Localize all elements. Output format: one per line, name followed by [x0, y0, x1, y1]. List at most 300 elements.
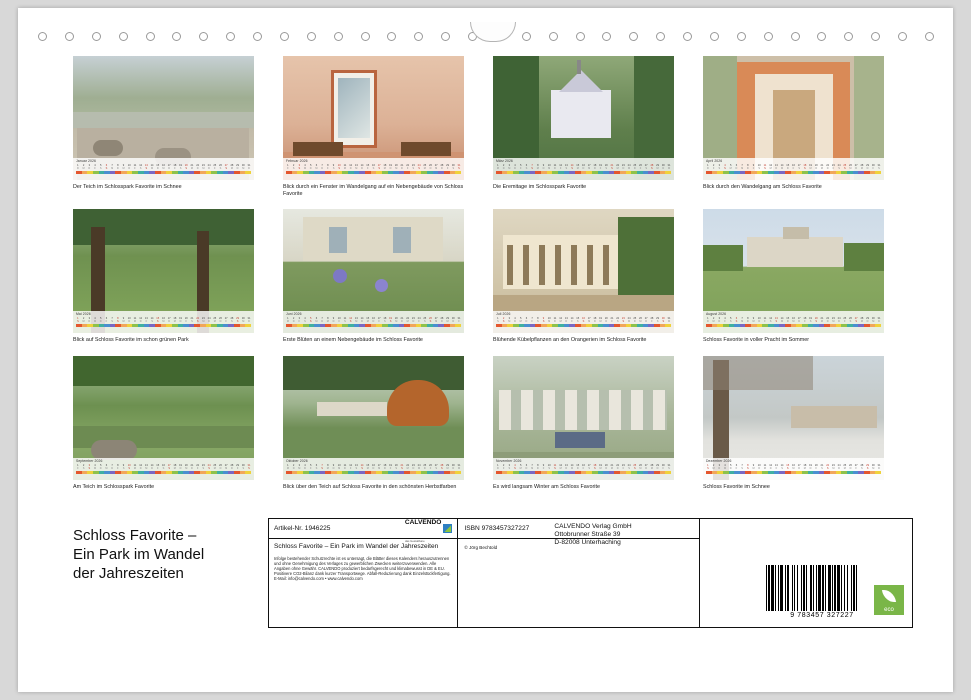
day-column — [451, 464, 455, 470]
day-number: 24 — [837, 463, 841, 467]
day-number: 22 — [826, 164, 830, 167]
weekday-letter: S — [105, 167, 108, 170]
day-column — [411, 464, 415, 470]
day-number: 31 — [667, 463, 671, 467]
day-row — [286, 317, 461, 323]
month-label: Dezember 2026 — [706, 458, 732, 463]
day-number: 1 — [287, 164, 289, 167]
weekday-letter: S — [99, 167, 102, 170]
day-column — [639, 464, 643, 470]
day-column — [712, 317, 716, 323]
day-number: 18 — [383, 463, 387, 467]
day-column — [849, 464, 853, 470]
day-column — [133, 317, 137, 323]
weekday-letter: S — [309, 320, 312, 324]
weekday-letter: S — [111, 320, 113, 324]
day-number: 14 — [360, 463, 364, 467]
day-number: 11 — [763, 164, 767, 167]
month-cell — [493, 356, 703, 491]
day-number: 7 — [111, 463, 113, 467]
day-number: 5 — [99, 463, 102, 467]
weekday-letter: S — [412, 167, 415, 170]
day-number: 1 — [707, 164, 709, 167]
weekday-letter: D — [219, 320, 222, 324]
weekday-letter: S — [225, 167, 228, 170]
weekday-letter: F — [298, 320, 301, 324]
day-number: 11 — [343, 463, 347, 467]
day-number: 1 — [287, 317, 289, 321]
month-calendar-strip — [703, 458, 884, 480]
day-column — [729, 317, 733, 323]
day-column — [144, 317, 148, 323]
weekday-letter: S — [128, 466, 131, 470]
weekday-letter: S — [628, 466, 630, 470]
weekday-letter: D — [219, 466, 222, 470]
day-column — [150, 164, 154, 170]
day-column — [525, 464, 529, 470]
day-column — [803, 317, 807, 323]
day-column — [366, 164, 370, 170]
weekday-letter: S — [202, 466, 205, 470]
weekday-letter: D — [786, 320, 789, 324]
month-label: September 2026 — [76, 458, 103, 463]
day-column — [219, 317, 223, 323]
weekday-letter: D — [179, 466, 182, 470]
day-number: 20 — [814, 317, 818, 321]
day-number: 19 — [599, 164, 602, 167]
weekday-letter: M — [639, 466, 642, 470]
day-number: 11 — [763, 317, 767, 321]
weekday-letter: S — [361, 466, 363, 470]
day-column — [786, 317, 790, 323]
day-number: 4 — [304, 317, 306, 321]
day-column — [105, 164, 109, 170]
weekday-letter: S — [826, 466, 829, 470]
day-number: 18 — [593, 463, 597, 467]
day-number: 1 — [497, 164, 499, 167]
day-number: 5 — [99, 164, 102, 167]
day-number: 6 — [315, 317, 318, 321]
day-number: 11 — [553, 317, 557, 321]
day-number: 8 — [327, 317, 329, 321]
day-column — [843, 317, 847, 323]
day-column — [729, 164, 733, 170]
day-column — [326, 164, 330, 170]
day-column — [82, 164, 86, 170]
day-number: 31 — [877, 463, 881, 467]
weekday-letter: D — [729, 466, 732, 470]
day-number: 5 — [309, 317, 312, 321]
weekday-letter: S — [668, 466, 670, 470]
day-number: 4 — [94, 463, 96, 467]
day-number: 27 — [434, 317, 438, 321]
day-column — [93, 164, 97, 170]
weekday-letter: M — [338, 466, 341, 470]
day-number: 25 — [213, 317, 217, 321]
spiral-hole — [683, 32, 692, 41]
weekday-letter: S — [576, 320, 579, 324]
month-caption: Schloss Favorite in voller Pracht im Sommer — [703, 337, 810, 344]
weekday-letter: D — [746, 320, 749, 324]
day-number: 28 — [230, 463, 234, 467]
weekday-letter: F — [225, 320, 227, 324]
day-column — [604, 164, 608, 170]
weekday-letter: F — [582, 466, 585, 470]
weekday-letter: S — [769, 320, 772, 324]
day-column — [717, 164, 721, 170]
day-column — [627, 464, 631, 470]
day-number: 8 — [747, 317, 749, 321]
day-number: 17 — [587, 164, 591, 167]
day-number: 23 — [831, 463, 835, 467]
week-color-bar — [496, 324, 671, 327]
barcode-number: 9 783457 327227 — [790, 612, 854, 619]
day-column — [162, 164, 166, 170]
day-number: 24 — [207, 317, 211, 321]
day-number: 7 — [321, 164, 323, 167]
month-label: Juli 2026 — [496, 312, 511, 317]
day-column — [542, 317, 546, 323]
day-column — [650, 164, 654, 170]
day-number: 3 — [508, 317, 511, 321]
day-column — [712, 464, 716, 470]
day-column — [854, 164, 858, 170]
weekday-letter: D — [389, 167, 392, 170]
day-column — [746, 317, 750, 323]
weekday-letter: F — [571, 320, 573, 324]
weekday-letter: F — [327, 167, 329, 170]
day-column — [76, 164, 80, 170]
day-column — [559, 164, 563, 170]
day-column — [820, 164, 824, 170]
weekday-letter: F — [236, 466, 239, 470]
day-column — [860, 164, 864, 170]
day-number: 26 — [429, 317, 432, 321]
day-number: 17 — [377, 317, 381, 321]
day-number: 26 — [849, 317, 852, 321]
month-thumbnail — [73, 356, 254, 480]
day-number: 31 — [457, 317, 461, 321]
month-calendar-strip — [703, 158, 884, 180]
day-number: 29 — [866, 164, 870, 167]
weekday-letter: F — [196, 466, 199, 470]
day-column — [224, 164, 228, 170]
day-number: 22 — [616, 317, 620, 321]
day-column — [116, 317, 120, 323]
day-number: 15 — [576, 164, 580, 167]
day-number: 30 — [661, 463, 665, 467]
day-column — [593, 317, 597, 323]
day-column — [792, 164, 796, 170]
day-number: 15 — [156, 164, 160, 167]
weekday-letter: S — [508, 466, 511, 470]
day-column — [735, 164, 739, 170]
day-column — [292, 464, 296, 470]
brand-subtitle: das Gestaltbare — [404, 538, 425, 543]
day-column — [661, 164, 665, 170]
day-number: 6 — [735, 463, 738, 467]
day-column — [315, 464, 319, 470]
day-column — [337, 164, 341, 170]
month-label: April 2026 — [706, 159, 723, 163]
weekday-letter: S — [775, 320, 778, 324]
day-number: 22 — [406, 164, 410, 167]
month-calendar-strip — [73, 311, 254, 333]
spiral-hole — [65, 32, 74, 41]
day-number: 28 — [440, 317, 444, 321]
weekday-letter: M — [93, 320, 97, 324]
day-column — [780, 464, 784, 470]
leaf-icon — [882, 588, 896, 604]
day-number: 17 — [167, 317, 171, 321]
weekday-letter: F — [832, 167, 835, 170]
weekday-letter: S — [878, 167, 880, 170]
day-column — [372, 164, 376, 170]
day-column — [656, 164, 660, 170]
weekday-letter: S — [525, 167, 528, 170]
day-column — [536, 317, 540, 323]
day-number: 28 — [230, 317, 234, 321]
weekday-letter: S — [378, 167, 380, 170]
day-column — [133, 464, 137, 470]
day-number: 10 — [127, 164, 131, 167]
week-color-bar — [706, 471, 881, 474]
month-cell — [703, 209, 913, 344]
day-number: 8 — [537, 317, 539, 321]
day-column — [599, 164, 603, 170]
day-number: 21 — [190, 164, 194, 167]
day-column — [849, 164, 853, 170]
weekday-letter: M — [111, 167, 114, 170]
day-column — [190, 164, 194, 170]
weekday-letter: D — [401, 320, 403, 324]
weekday-letter: M — [185, 466, 188, 470]
day-column — [570, 464, 574, 470]
weekday-letter: M — [820, 320, 823, 324]
day-column — [667, 317, 671, 323]
month-caption: Schloss Favorite im Schnee — [703, 483, 770, 490]
day-number: 28 — [650, 164, 654, 167]
day-column — [400, 464, 404, 470]
barcode-bars — [766, 565, 878, 611]
day-column — [150, 464, 154, 470]
week-color-bar — [496, 171, 671, 174]
day-number: 11 — [553, 164, 557, 167]
day-column — [803, 164, 807, 170]
day-column — [144, 164, 148, 170]
day-column — [723, 317, 727, 323]
weekday-letter: D — [849, 466, 852, 470]
day-row — [286, 164, 461, 170]
weekday-letter: M — [519, 320, 522, 324]
day-column — [451, 164, 455, 170]
day-number: 10 — [337, 463, 341, 467]
day-column — [564, 164, 568, 170]
weekday-letter: S — [536, 320, 539, 324]
day-column — [309, 464, 313, 470]
day-column — [247, 464, 251, 470]
weekday-letter: D — [706, 320, 709, 324]
weekday-letter: M — [496, 167, 499, 170]
day-column — [337, 464, 341, 470]
day-column — [774, 317, 778, 323]
day-column — [122, 464, 126, 470]
day-number: 19 — [389, 164, 392, 167]
day-column — [576, 317, 580, 323]
weekday-letter: F — [662, 466, 665, 470]
weekday-letter: S — [861, 466, 863, 470]
weekday-letter: M — [519, 466, 522, 470]
day-number: 14 — [780, 463, 784, 467]
spiral-hole — [656, 32, 665, 41]
day-column — [706, 317, 710, 323]
spiral-hole — [146, 32, 155, 41]
spiral-hole — [629, 32, 638, 41]
weekday-letter: D — [554, 167, 556, 170]
day-number: 29 — [236, 164, 240, 167]
day-number: 19 — [599, 317, 602, 321]
day-column — [780, 164, 784, 170]
month-label: November 2026 — [496, 458, 522, 463]
day-number: 22 — [826, 317, 830, 321]
weekday-letter: S — [718, 167, 721, 170]
weekday-letter: D — [139, 466, 142, 470]
day-number: 27 — [434, 164, 438, 167]
day-number: 18 — [803, 164, 807, 167]
weekday-letter: S — [849, 320, 852, 324]
weekday-letter: D — [775, 167, 778, 170]
weekday-letter: D — [401, 167, 403, 170]
day-number: 15 — [366, 164, 370, 167]
weekday-letter: M — [712, 466, 715, 470]
calendar-title — [73, 526, 258, 583]
day-number: 18 — [593, 317, 597, 321]
weekday-letter: S — [554, 466, 556, 470]
day-number: 30 — [241, 317, 245, 321]
week-color-segment — [665, 171, 671, 174]
weekday-letter: M — [202, 167, 205, 170]
weekday-letter: D — [128, 320, 131, 324]
day-number: 7 — [531, 463, 533, 467]
weekday-letter: D — [429, 167, 432, 170]
day-number: 9 — [542, 463, 545, 467]
spiral-hole — [253, 32, 262, 41]
day-number: 17 — [377, 164, 381, 167]
day-number: 7 — [111, 164, 113, 167]
week-color-bar — [76, 324, 251, 327]
weekday-letter: S — [843, 167, 846, 170]
weekday-letter: F — [559, 167, 562, 170]
month-label: August 2026 — [706, 312, 727, 317]
weekday-letter: D — [292, 466, 295, 470]
spiral-hole — [334, 32, 343, 41]
weekday-letter: D — [496, 466, 499, 470]
weekday-letter: M — [378, 466, 381, 470]
day-number: 2 — [292, 164, 295, 167]
day-number: 28 — [440, 463, 444, 467]
day-number: 10 — [337, 317, 341, 321]
day-column — [87, 164, 91, 170]
weekday-letter: M — [843, 466, 846, 470]
day-number: 17 — [167, 164, 171, 167]
weekday-letter: M — [213, 320, 216, 324]
day-column — [320, 164, 324, 170]
day-column — [496, 317, 500, 323]
day-number: 30 — [451, 463, 455, 467]
weekday-letter: D — [116, 167, 119, 170]
day-column — [417, 164, 421, 170]
day-number: 8 — [537, 164, 539, 167]
month-calendar-strip — [493, 311, 674, 333]
day-column — [110, 317, 114, 323]
calvendo-logo — [405, 511, 453, 547]
day-number: 8 — [747, 463, 749, 467]
day-column — [519, 317, 523, 323]
day-column — [292, 164, 296, 170]
weekday-letter: S — [758, 167, 761, 170]
day-number: 19 — [389, 317, 392, 321]
week-color-bar — [706, 324, 881, 327]
day-number: 15 — [366, 463, 370, 467]
day-column — [440, 317, 444, 323]
day-number: 29 — [656, 463, 660, 467]
day-number: 28 — [860, 317, 864, 321]
day-number: 16 — [582, 317, 585, 321]
month-thumbnail — [493, 209, 674, 333]
day-column — [706, 464, 710, 470]
day-number: 31 — [247, 463, 251, 467]
weekday-letter: M — [190, 167, 193, 170]
day-column — [156, 164, 160, 170]
day-number: 14 — [570, 164, 574, 167]
weekday-letter: M — [628, 320, 631, 324]
day-column — [349, 164, 353, 170]
day-number: 4 — [94, 317, 96, 321]
month-label: Oktober 2026 — [286, 458, 308, 463]
day-number: 27 — [644, 164, 648, 167]
day-column — [139, 317, 143, 323]
day-column — [133, 164, 137, 170]
weekday-letter: D — [645, 466, 648, 470]
day-column — [717, 317, 721, 323]
month-cell — [73, 356, 283, 491]
month-caption: Die Eremitage im Schlosspark Favorite — [493, 184, 587, 190]
day-column — [644, 164, 648, 170]
week-color-bar — [76, 471, 251, 474]
day-column — [786, 464, 790, 470]
day-column — [837, 164, 841, 170]
weekday-letter: M — [832, 320, 835, 324]
weekday-letter: D — [582, 167, 585, 170]
day-column — [610, 464, 614, 470]
weekday-letter: S — [219, 167, 222, 170]
weekday-letter: S — [349, 320, 352, 324]
day-number: 13 — [144, 463, 148, 467]
day-number: 25 — [423, 317, 427, 321]
weekday-letter: D — [372, 466, 375, 470]
day-column — [179, 464, 183, 470]
day-column — [633, 317, 637, 323]
day-number: 16 — [792, 317, 795, 321]
day-column — [110, 464, 114, 470]
day-row — [76, 464, 251, 470]
day-column — [525, 317, 529, 323]
day-column — [213, 464, 217, 470]
day-column — [139, 464, 143, 470]
weekday-letter: M — [792, 320, 795, 324]
weekday-letter: D — [321, 320, 324, 324]
weekday-letter: M — [531, 466, 534, 470]
